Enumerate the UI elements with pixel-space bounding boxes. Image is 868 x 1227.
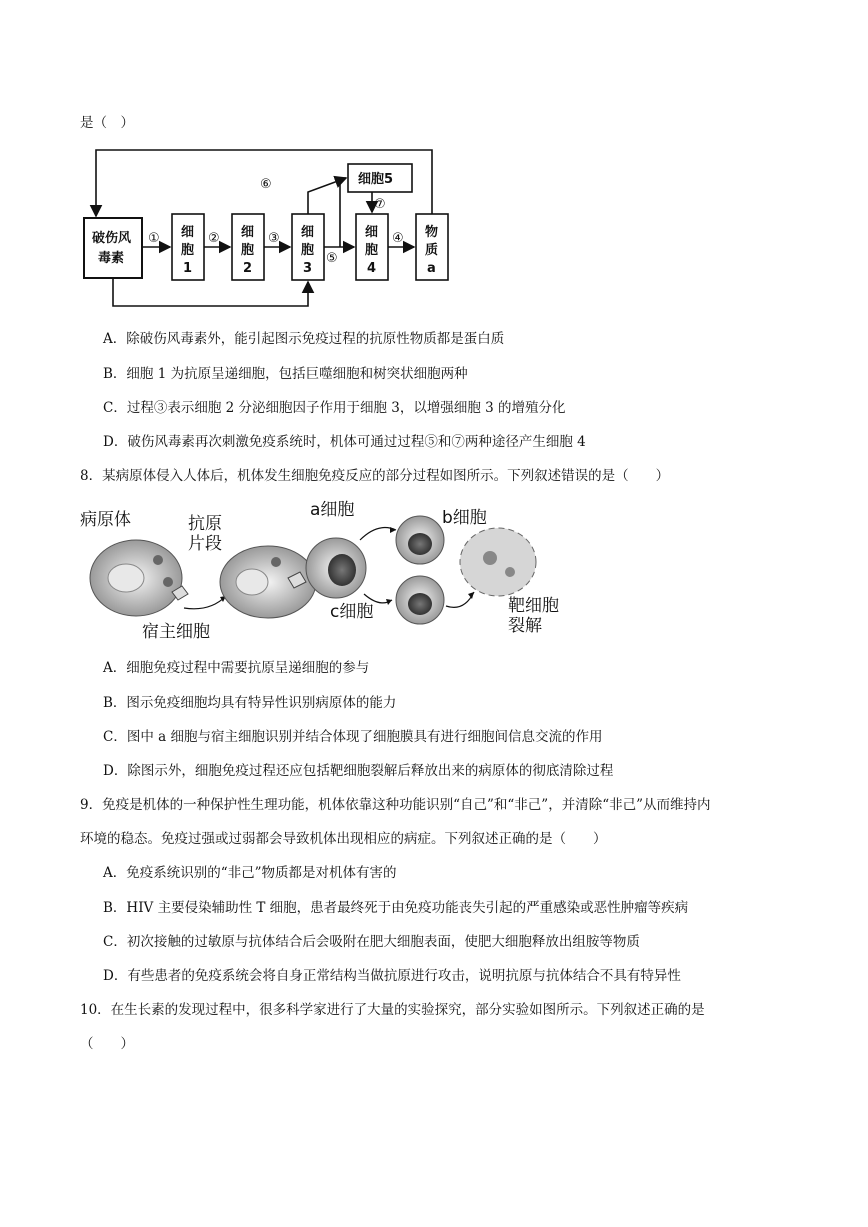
svg-text:细: 细: [301, 225, 315, 240]
svg-text:细: 细: [241, 225, 255, 240]
svg-text:1: 1: [183, 261, 193, 276]
q7-option-b: B．细胞 1 为抗原呈递细胞，包括巨噬细胞和树突状细胞两种: [103, 366, 468, 382]
svg-text:⑥: ⑥: [260, 177, 272, 192]
q9-option-c: C．初次接触的过敏原与抗体结合后会吸附在肥大细胞表面，使肥大细胞释放出组胺等物质: [103, 934, 640, 950]
label-antigen-fragment-2: 片段: [188, 534, 222, 554]
label-antigen-fragment-1: 抗原: [188, 514, 222, 534]
svg-text:⑤: ⑤: [326, 251, 338, 266]
q8-option-c: C．图中 a 细胞与宿主细胞识别并结合体现了细胞膜具有进行细胞间信息交流的作用: [103, 729, 603, 745]
svg-text:物: 物: [425, 225, 439, 240]
svg-text:胞: 胞: [181, 243, 195, 258]
q9-stem-line-1: 9．免疫是机体的一种保护性生理功能，机体依靠这种功能识别“自己”和“非己”，并清除“非己”从而维持内: [80, 797, 711, 813]
box-toxin: [84, 218, 142, 278]
label-b-cell: b细胞: [442, 508, 487, 528]
box-toxin-label-1: 破伤风: [92, 231, 132, 246]
svg-text:细: 细: [181, 225, 195, 240]
q9-option-a: A．免疫系统识别的“非己”物质都是对机体有害的: [103, 865, 397, 881]
label-a-cell: a细胞: [310, 500, 355, 520]
svg-text:⑦: ⑦: [374, 197, 386, 212]
svg-text:胞: 胞: [365, 243, 379, 258]
label-target-lysis-2: 裂解: [508, 616, 542, 636]
svg-text:细胞5: 细胞5: [358, 172, 394, 187]
q8-option-b: B．图示免疫细胞均具有特异性识别病原体的能力: [103, 695, 397, 711]
label-c-cell: c细胞: [330, 602, 374, 622]
svg-text:①: ①: [148, 231, 160, 246]
q8-stem: 8．某病原体侵入人体后，机体发生细胞免疫反应的部分过程如图所示。下列叙述错误的是（ ）: [80, 468, 670, 484]
q8-option-a: A．细胞免疫过程中需要抗原呈递细胞的参与: [103, 660, 370, 676]
svg-text:2: 2: [243, 261, 253, 276]
q7-immune-flow-diagram: [80, 142, 460, 312]
q7-option-d: D．破伤风毒素再次刺激免疫系统时，机体可通过过程⑤和⑦两种途径产生细胞 4: [103, 434, 586, 450]
svg-text:3: 3: [303, 261, 313, 276]
q10-stem-line-2: （ ）: [80, 1036, 134, 1052]
q10-stem-line-1: 10．在生长素的发现过程中，很多科学家进行了大量的实验探究，部分实验如图所示。下列叙述正确的是: [80, 1002, 705, 1018]
svg-text:④: ④: [392, 231, 404, 246]
svg-text:质: 质: [425, 243, 439, 258]
label-target-lysis-1: 靶细胞: [508, 596, 559, 616]
box-toxin-label-2: 毒素: [98, 251, 125, 266]
svg-text:胞: 胞: [301, 243, 315, 258]
q9-option-b: B．HIV 主要侵染辅助性 T 细胞，患者最终死于由免疫功能丧失引起的严重感染或恶性肿瘤等疾病: [103, 900, 689, 916]
label-host-cell: 宿主细胞: [142, 622, 210, 642]
label-pathogen: 病原体: [80, 510, 131, 530]
q7-option-a: A．除破伤风毒素外，能引起图示免疫过程的抗原性物质都是蛋白质: [103, 331, 505, 347]
svg-text:③: ③: [268, 231, 280, 246]
svg-text:胞: 胞: [241, 243, 255, 258]
q8-cell-immunity-figure: [80, 496, 580, 646]
q9-stem-line-2: 环境的稳态。免疫过强或过弱都会导致机体出现相应的病症。下列叙述正确的是（ ）: [80, 831, 607, 847]
lysed-target-cell: [460, 528, 536, 596]
svg-text:4: 4: [367, 261, 377, 276]
svg-text:②: ②: [208, 231, 220, 246]
q8-option-d: D．除图示外，细胞免疫过程还应包括靶细胞裂解后释放出来的病原体的彻底清除过程: [103, 763, 614, 779]
q7-option-c: C．过程③表示细胞 2 分泌细胞因子作用于细胞 3，以增强细胞 3 的增殖分化: [103, 400, 566, 416]
q7-stem-tail: 是（ ）: [80, 115, 134, 131]
q9-option-d: D．有些患者的免疫系统会将自身正常结构当做抗原进行攻击，说明抗原与抗体结合不具有特异性: [103, 968, 681, 984]
svg-text:a: a: [427, 261, 436, 276]
svg-text:细: 细: [365, 225, 379, 240]
